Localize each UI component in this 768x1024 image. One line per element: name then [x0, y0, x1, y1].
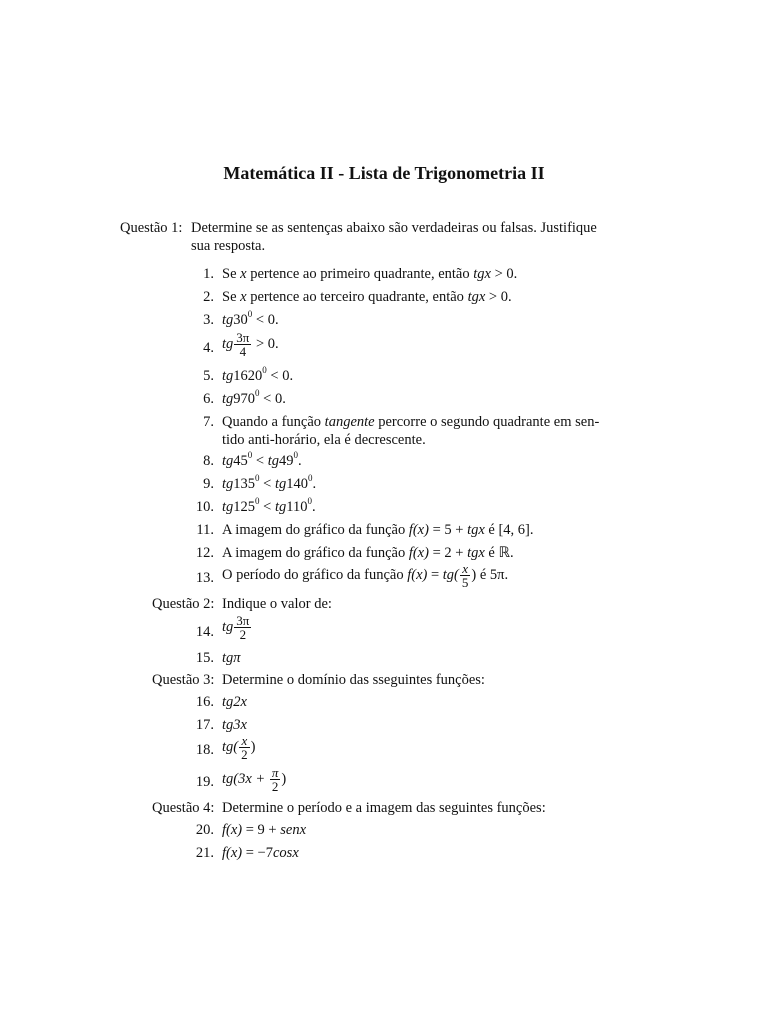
- item-number: 21.: [195, 845, 214, 861]
- question-3-label: Questão 3:: [152, 672, 215, 688]
- list-item: Se x pertence ao terceiro quadrante, então tgx > 0.: [222, 289, 512, 305]
- question-2-label: Questão 2:: [152, 596, 215, 612]
- item-number: 5.: [203, 368, 214, 384]
- list-item: A imagem do gráfico da função f(x) = 2 + tgx é ℝ.: [222, 545, 514, 561]
- item-number: 2.: [203, 289, 214, 305]
- fraction: $\frac{3\pi}{4}$: [236, 330, 250, 359]
- item-number: 12.: [195, 545, 214, 561]
- question-1-label: Questão 1:: [120, 220, 183, 236]
- question-2-text: Indique o valor de:: [222, 596, 332, 612]
- item-number: 3.: [203, 312, 214, 328]
- fraction: $\frac{3\pi}{2}$: [236, 613, 250, 642]
- list-item: f(x) = 9 + senx: [222, 822, 306, 838]
- list-item-cont: tido anti-horário, ela é decrescente.: [222, 432, 426, 448]
- list-item: $tg30^0 < 0$.: [222, 309, 279, 328]
- page-title: Matemática II - Lista de Trigonometria II: [223, 163, 545, 183]
- item-number: 18.: [195, 742, 214, 758]
- list-item: tg $\frac{3\pi}{2}$: [222, 613, 250, 642]
- list-item: tg2x: [222, 694, 247, 710]
- item-number: 17.: [195, 717, 214, 733]
- item-number: 14.: [195, 624, 214, 640]
- item-number: 10.: [195, 499, 214, 515]
- list-item: A imagem do gráfico da função f(x) = 5 + tgx é [4, 6].: [222, 522, 534, 538]
- item-number: 9.: [203, 476, 214, 492]
- item-number: 8.: [203, 453, 214, 469]
- item-number: 1.: [203, 266, 214, 282]
- list-item: $tg45^0 < tg49^0$.: [222, 450, 302, 469]
- fraction: $\frac{\pi}{2}$: [271, 765, 279, 794]
- item-number: 13.: [195, 570, 214, 586]
- list-item: $tg125^0 < tg110^0$.: [222, 496, 316, 515]
- question-1-text: Determine se as sentenças abaixo são verdadeiras ou falsas. Justifique: [191, 220, 597, 236]
- question-4-text: Determine o período e a imagem das seguintes funções:: [222, 800, 546, 816]
- item-number: 6.: [203, 391, 214, 407]
- list-item: O período do gráfico da função f(x) = tg( $\frac{x}{5}$ ) é 5π.: [222, 561, 509, 590]
- item-number: 7.: [203, 414, 214, 430]
- list-item: $tg970^0 < 0$.: [222, 388, 286, 407]
- list-item: tg( $\frac{x}{2}$ ): [222, 733, 256, 762]
- list-item: tg3x: [222, 717, 247, 733]
- list-item: Quando a função tangente percorre o segundo quadrante em sen-: [222, 414, 600, 430]
- question-4-label: Questão 4:: [152, 800, 215, 816]
- list-item: tg $\frac{3\pi}{4}$ > 0.: [222, 330, 279, 359]
- item-number: 19.: [195, 774, 214, 790]
- item-number: 16.: [195, 694, 214, 710]
- question-3-text: Determine o domínio das sseguintes funções:: [222, 672, 485, 688]
- question-1-text-cont: sua resposta.: [191, 238, 266, 254]
- fraction: $\frac{x}{5}$: [461, 561, 469, 590]
- item-number: 20.: [195, 822, 214, 838]
- item-number: 4.: [203, 340, 214, 356]
- fraction: $\frac{x}{2}$: [241, 733, 248, 762]
- list-item: f(x) = −7cosx: [222, 845, 299, 861]
- list-item: tg(3x + $\frac{\pi}{2}$ ): [222, 765, 287, 794]
- list-item: tgπ: [222, 650, 241, 666]
- item-number: 11.: [196, 522, 214, 538]
- list-item: $tg1620^0 < 0$.: [222, 365, 294, 384]
- item-number: 15.: [195, 650, 214, 666]
- list-item: $tg135^0 < tg140^0$.: [222, 473, 317, 492]
- list-item: Se x pertence ao primeiro quadrante, então tgx > 0.: [222, 266, 518, 282]
